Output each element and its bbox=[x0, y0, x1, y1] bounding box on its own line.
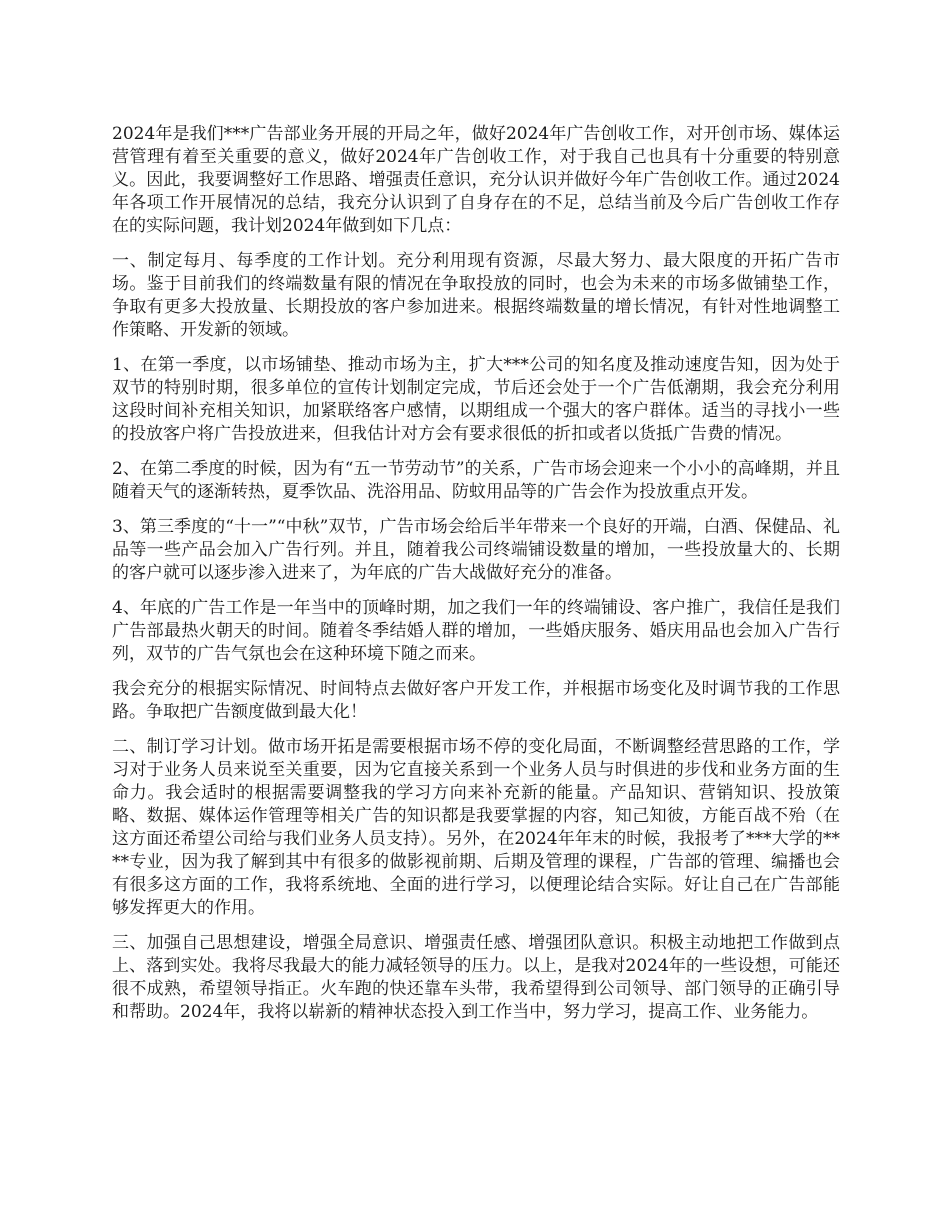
paragraph-q1: 1、在第一季度，以市场铺垫、推动市场为主，扩大***公司的知名度及推动速度告知，因为处于双节的特别时期，很多单位的宣传计划制定完成，节后还会处于一个广告低潮期，我会充分利用这段时间补充相关知识，加紧联络客户感情，以期组成一个强大的客户群体。适当的寻找小一些的投放客户将广告投放进来，但我估计对方会有要求很低的折扣或者以货抵广告费的情况。 bbox=[112, 355, 840, 444]
paragraph-section-3-self-improvement: 三、加强自己思想建设，增强全局意识、增强责任感、增强团队意识。积极主动地把工作做到点上、落到实处。我将尽我最大的能力减轻领导的压力。以上，是我对2024年的一些设想，可能还很不成熟，希望领导指正。火车跑的快还靠车头带，我希望得到公司领导、部门领导的正确引导和帮助。2024年，我将以崭新的精神状态投入到工作当中，努力学习，提高工作、业务能力。 bbox=[112, 933, 840, 1022]
paragraph-q3: 3、第三季度的“十一”“中秋”双节，广告市场会给后半年带来一个良好的开端，白酒、保健品、礼品等一些产品会加入广告行列。并且，随着我公司终端铺设数量的增加，一些投放量大的、长期的客户就可以逐步渗入进来了，为年底的广告大战做好充分的准备。 bbox=[112, 517, 840, 583]
paragraph-summary: 我会充分的根据实际情况、时间特点去做好客户开发工作，并根据市场变化及时调节我的工作思路。争取把广告额度做到最大化！ bbox=[112, 679, 840, 722]
paragraph-q4: 4、年底的广告工作是一年当中的顶峰时期，加之我们一年的终端铺设、客户推广，我信任是我们广告部最热火朝天的时间。随着冬季结婚人群的增加，一些婚庆服务、婚庆用品也会加入广告行列，双节的广告气氛也会在这种环境下随之而来。 bbox=[112, 598, 840, 664]
paragraph-q2: 2、在第二季度的时候，因为有“五一节劳动节”的关系，广告市场会迎来一个小小的高峰期，并且随着天气的逐渐转热，夏季饮品、洗浴用品、防蚊用品等的广告会作为投放重点开发。 bbox=[112, 459, 840, 502]
paragraph-section-1-work-plan: 一、制定每月、每季度的工作计划。充分利用现有资源，尽最大努力、最大限度的开拓广告市场。鉴于目前我们的终端数量有限的情况在争取投放的同时，也会为未来的市场多做铺垫工作，争取有更多大投放量、长期投放的客户参加进来。根据终端数量的增长情况，有针对性地调整工作策略、开发新的领域。 bbox=[112, 251, 840, 340]
document-body bbox=[112, 123, 840, 1036]
paragraph-intro: 2024年是我们***广告部业务开展的开局之年，做好2024年广告创收工作，对开创市场、媒体运营管理有着至关重要的意义，做好2024年广告创收工作，对于我自己也具有十分重要的特别意义。因此，我要调整好工作思路、增强责任意识，充分认识并做好今年广告创收工作。通过2024年各项工作开展情况的总结，我充分认识到了自身存在的不足，总结当前及今后广告创收工作存在的实际问题，我计划2024年做到如下几点： bbox=[112, 124, 840, 236]
paragraph-section-2-study-plan: 二、制订学习计划。做市场开拓是需要根据市场不停的变化局面，不断调整经营思路的工作，学习对于业务人员来说至关重要，因为它直接关系到一个业务人员与时俱进的步伐和业务方面的生命力。我会适时的根据需要调整我的学习方向来补充新的能量。产品知识、营销知识、投放策略、数据、媒体运作管理等相关广告的知识都是我要掌握的内容，知己知彼，方能百战不殆（在这方面还希望公司给与我们业务人员支持）。另外，在2024年年末的时候，我报考了***大学的****专业，因为我了解到其中有很多的做影视前期、后期及管理的课程，广告部的管理、编播也会有很多这方面的工作，我将系统地、全面的进行学习，以便理论结合实际。好让自己在广告部能够发挥更大的作用。 bbox=[112, 737, 840, 918]
